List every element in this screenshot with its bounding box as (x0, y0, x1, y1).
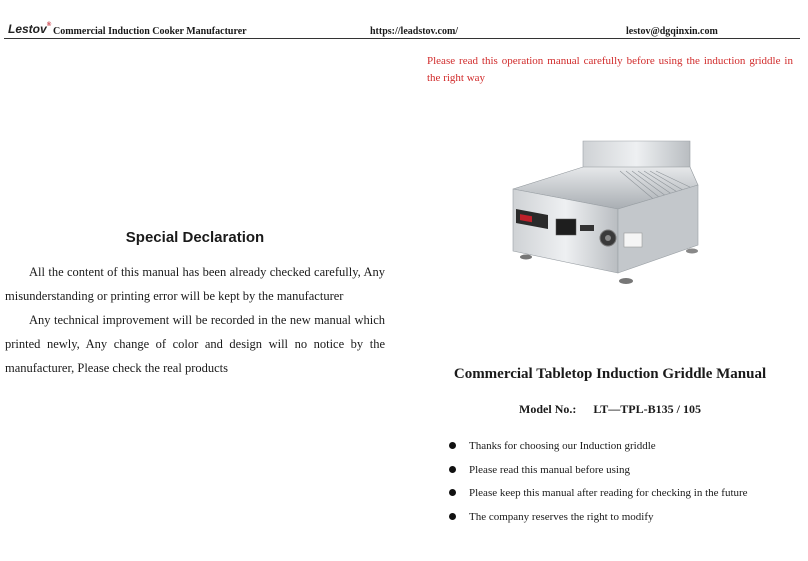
list-item: The company reserves the right to modify (447, 507, 748, 531)
manual-title: Commercial Tabletop Induction Griddle Manual (453, 366, 767, 382)
bullet-icon (449, 489, 456, 496)
page-header (0, 0, 808, 40)
list-item: Please keep this manual after reading for checking in the future (447, 483, 748, 507)
list-item: Thanks for choosing our Induction griddle (447, 436, 748, 460)
declaration-title: Special Declaration (125, 229, 265, 246)
header-company: Commercial Induction Cooker Manufacturer (53, 26, 247, 37)
list-item: Please read this manual before using (447, 460, 748, 484)
bullet-icon (449, 466, 456, 473)
bullet-icon (449, 513, 456, 520)
read-manual-notice: Please read this operation manual carefully before using the induction griddle in the right way (427, 55, 793, 84)
declaration-paragraph: All the content of this manual has been already checked carefully, Any misunderstanding or printing error will be kept by the manufacturer (5, 265, 385, 303)
header-url[interactable]: https://leadstov.com/ (370, 26, 459, 37)
lestov-logo: Lestov® (8, 22, 52, 36)
induction-griddle-image (508, 133, 708, 301)
model-value: LT—TPL-B135 / 105 (593, 402, 701, 416)
intro-bullet-list (447, 436, 748, 530)
griddle-illustration (508, 133, 708, 301)
special-declaration-section (5, 225, 385, 380)
model-number (427, 402, 793, 417)
declaration-paragraph: Any technical improvement will be recorded in the new manual which printed newly, Any change of color and design will no notice by the manufacturer, Please check the real products (5, 313, 385, 375)
bullet-icon (449, 442, 456, 449)
header-divider (4, 38, 800, 39)
model-label: Model No.: (519, 402, 577, 416)
header-email[interactable]: lestov@dgqinxin.com (626, 26, 718, 37)
